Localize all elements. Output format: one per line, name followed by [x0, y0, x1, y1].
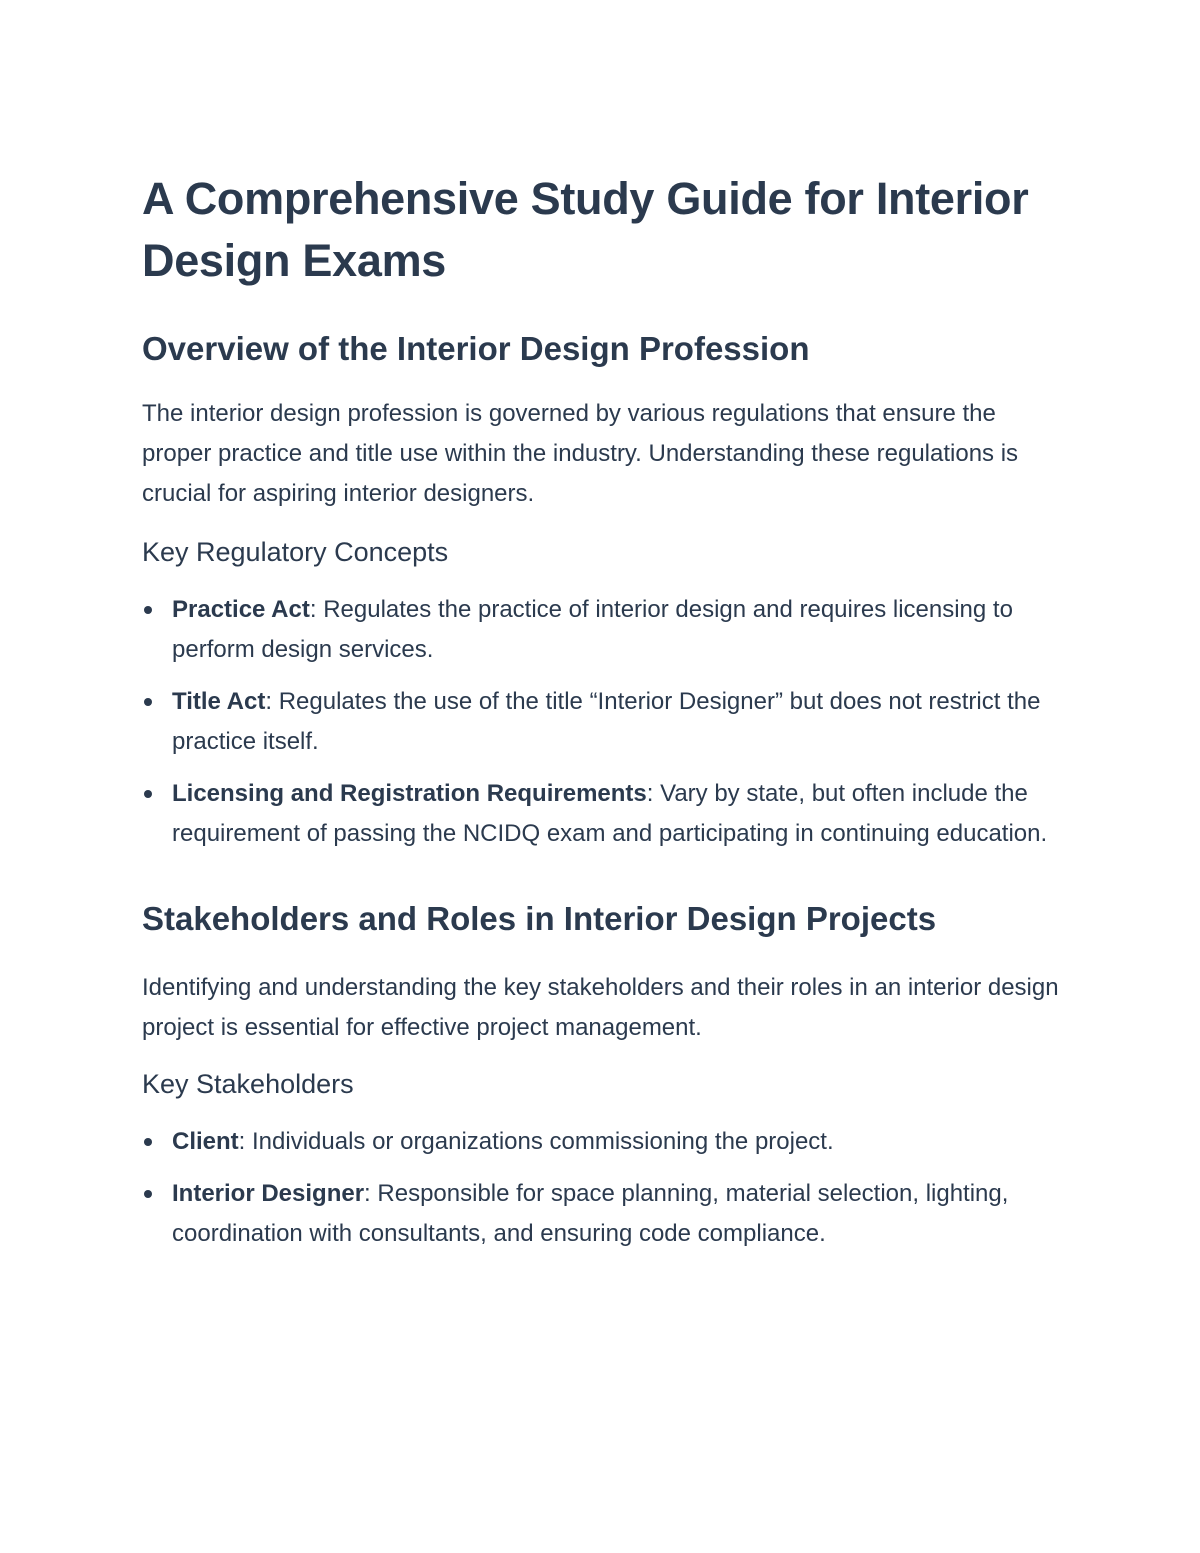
list-item-colon: :	[309, 596, 324, 623]
document-page	[142, 168, 1062, 1266]
list-item	[142, 774, 1062, 854]
document-title: A Comprehensive Study Guide for Interior Design Exams	[142, 173, 1029, 286]
list-item-term: Title Act	[172, 688, 266, 715]
list-item-text: Responsible for space planning, material selection, lighting, coordination with consultants, and ensuring code compliance.	[172, 1180, 1009, 1247]
regulatory-concepts-list	[142, 590, 1062, 854]
list-item-term: Client	[172, 1128, 239, 1155]
bullet-icon	[144, 1190, 152, 1198]
section-paragraph-profession-overview: The interior design profession is governed by various regulations that ensure the proper practice and title use within the industry. Understanding these regulations is crucial for aspiring interior designers.	[142, 400, 1019, 507]
list-item-text: Regulates the practice of interior design and requires licensing to perform design services.	[172, 596, 1013, 663]
list-item	[142, 1122, 1062, 1162]
list-item	[142, 590, 1062, 670]
list-item-term: Licensing and Registration Requirements	[172, 780, 647, 807]
bullet-icon	[144, 606, 152, 614]
list-item-term: Practice Act	[172, 596, 310, 623]
bullet-icon	[144, 790, 152, 798]
bullet-icon	[144, 1138, 152, 1146]
bullet-icon	[144, 698, 152, 706]
list-item-text: Regulates the use of the title “Interior Designer” but does not restrict the practice itself.	[172, 688, 1041, 755]
section-heading-stakeholders-roles: Stakeholders and Roles in Interior Design Projects	[142, 900, 937, 937]
section-paragraph-stakeholders-roles: Identifying and understanding the key stakeholders and their roles in an interior design project is essential for effective project management.	[142, 974, 1059, 1041]
list-item-colon: :	[646, 780, 661, 807]
subheading-key-stakeholders: Key Stakeholders	[142, 1069, 354, 1099]
list-item	[142, 682, 1062, 762]
list-item-text: Individuals or organizations commissioning the project.	[252, 1128, 834, 1155]
subheading-key-regulatory-concepts: Key Regulatory Concepts	[142, 537, 449, 567]
list-item-text: Vary by state, but often include the requirement of passing the NCIDQ exam and participating in continuing education.	[172, 780, 1048, 847]
list-item-colon: :	[238, 1128, 253, 1155]
list-item	[142, 1174, 1062, 1254]
list-item-colon: :	[265, 688, 279, 715]
stakeholders-list	[142, 1122, 1062, 1254]
list-item-term: Interior Designer	[172, 1180, 365, 1207]
section-heading-profession-overview: Overview of the Interior Design Profession	[142, 330, 810, 367]
list-item-colon: :	[364, 1180, 378, 1207]
